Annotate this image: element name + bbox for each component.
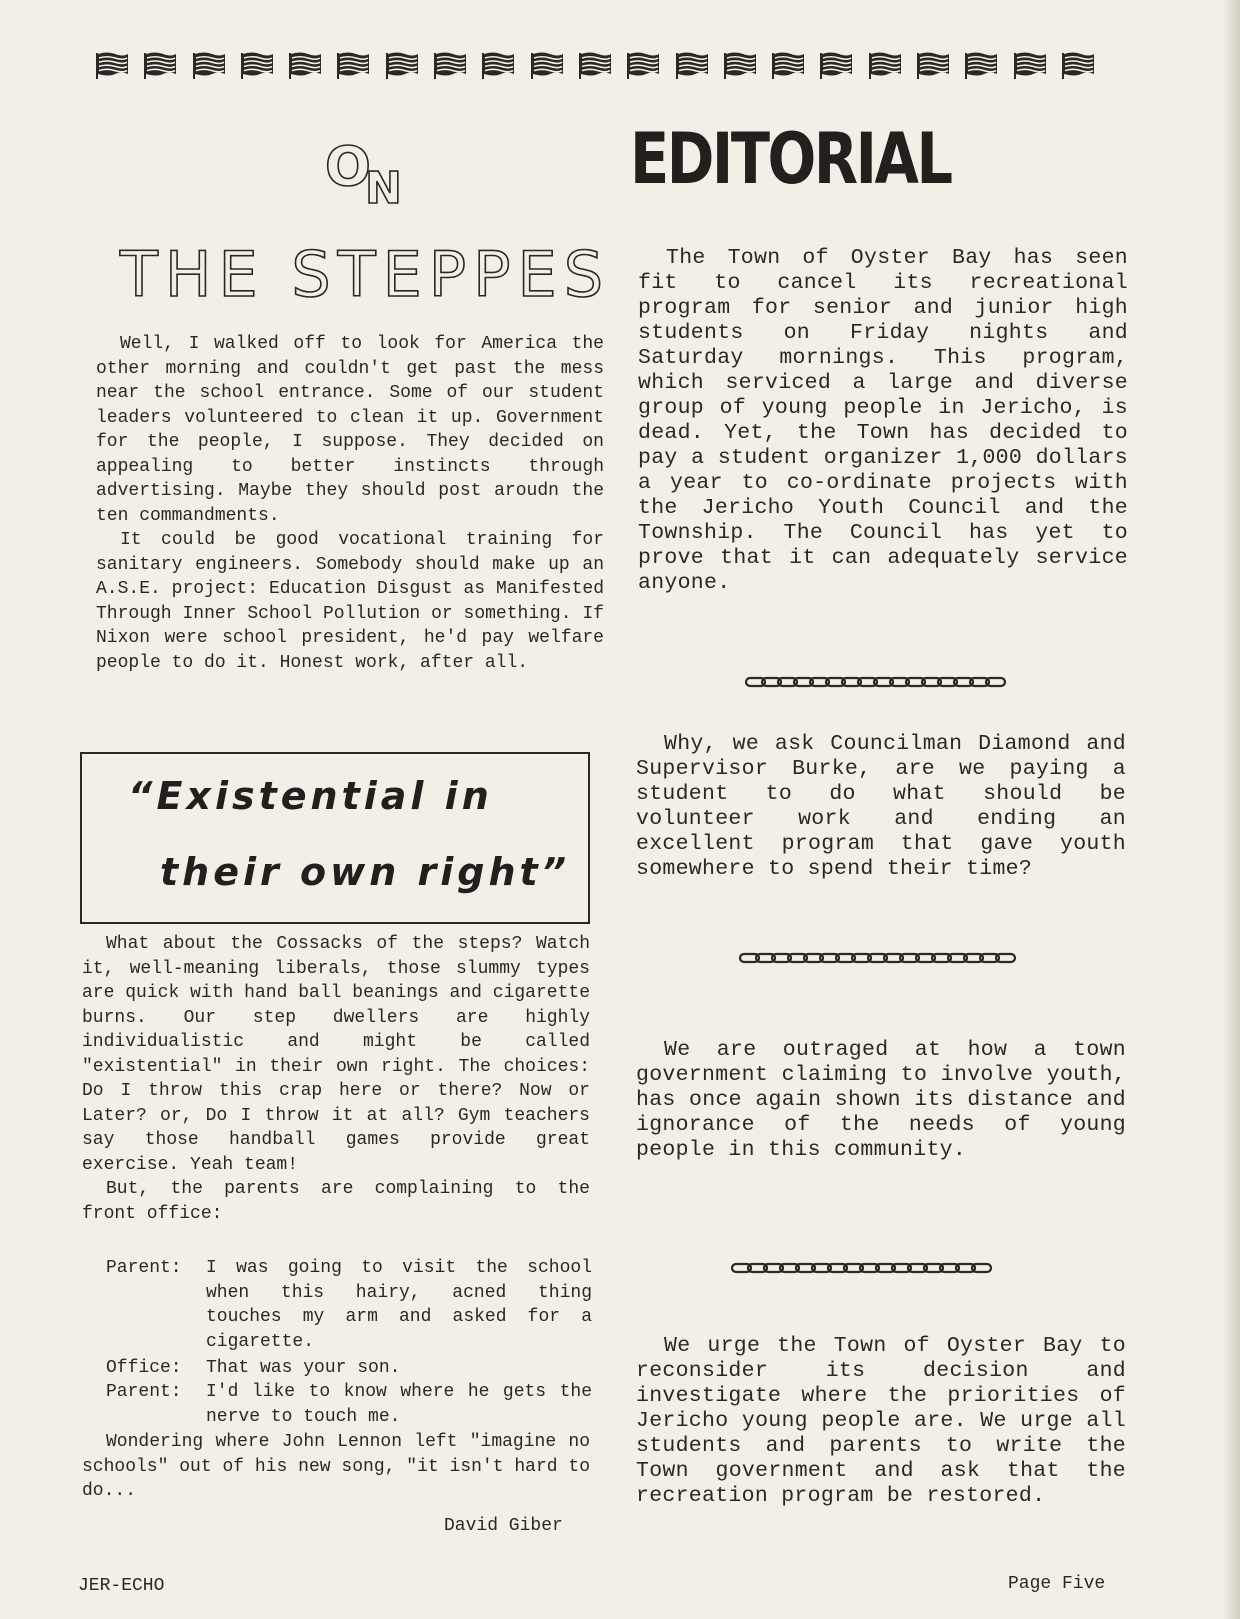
editorial-paragraph [638, 246, 1128, 596]
paragraph: The Town of Oyster Bay has seen fit to cancel its recreational program for senior and junior high students on Friday nights and Saturday mornings. This program, which serviced a large and diverse group of young people in Jericho, is dead. Yet, the Town has decided to pay a student organizer 1,000 dollars a year to co-ordinate projects with the Jericho Youth Council and the Township. The Council has yet to prove that it can adequately service anyone. [638, 246, 1128, 595]
flag-icon [385, 50, 419, 80]
chain-divider-icon [738, 952, 1022, 964]
pull-quote-line: “Existential in [128, 774, 493, 818]
footer-page-number: Page Five [1008, 1574, 1106, 1594]
on-title [325, 135, 425, 225]
paragraph: What about the Cossacks of the steps? Watch it, well-meaning liberals, those slummy types are quick with hand ball beanings and cigarette burns. Our step dwellers are highly individualistic and might be called "existential" in their own right. The choices: Do I throw this crap here or there? Now or Later? or, Do I throw it at all? Gym teachers say those handball games provide great exercise. Yeah team! [82, 934, 590, 1175]
footer-publication: JER-ECHO [78, 1576, 165, 1596]
flag-icon [433, 50, 467, 80]
flag-icon [771, 50, 805, 80]
author-signature: David Giber [444, 1516, 563, 1536]
on-title-n: N [365, 163, 402, 214]
steppes-intro [96, 332, 604, 675]
steppes-body [82, 932, 590, 1226]
flag-banner [95, 50, 1095, 92]
flag-icon [819, 50, 853, 80]
flag-icon [1013, 50, 1047, 80]
flag-icon [868, 50, 902, 80]
flag-icon [578, 50, 612, 80]
pull-quote-box [80, 752, 590, 924]
flag-icon [723, 50, 757, 80]
on-title-o: O [325, 135, 371, 198]
flag-icon [626, 50, 660, 80]
flag-icon [240, 50, 274, 80]
chain-divider-icon [730, 1262, 1002, 1274]
flag-icon [143, 50, 177, 80]
flag-icon [1061, 50, 1095, 80]
paragraph: We urge the Town of Oyster Bay to reconsider its decision and investigate where the priorities of Jericho young people are. We urge all students and parents to write the Town government and ask that the recreation program be restored. [636, 1334, 1126, 1508]
flag-icon [336, 50, 370, 80]
paragraph: It could be good vocational training for sanitary engineers. Somebody should make up an A.S.E. project: Education Disgust as Manifested Through Inner School Pollution or something. If Nixon were school president, he'd pay welfare people to do it. Honest work, after all. [96, 530, 604, 673]
flag-icon [675, 50, 709, 80]
flag-icon [530, 50, 564, 80]
steppes-closing [82, 1430, 590, 1504]
page-edge-shadow [1222, 0, 1240, 1619]
steppes-title: THE STEPPES [120, 238, 611, 311]
flag-icon [916, 50, 950, 80]
dialog-text: I was going to visit the school when this hairy, acned thing touches my arm and asked for a cigarette. [206, 1258, 592, 1352]
paragraph: Well, I walked off to look for America the other morning and couldn't get past the mess near the school entrance. Some of our student leaders volunteered to clean it up. Government for the people, I suppose. They decided on appealing to better instincts through advertising. Maybe they should post aroudn the ten commandments. [96, 334, 604, 526]
flag-icon [192, 50, 226, 80]
flag-icon [481, 50, 515, 80]
paragraph: But, the parents are complaining to the front office: [82, 1179, 590, 1224]
chain-divider-icon [744, 676, 1012, 688]
editorial-paragraph [636, 1334, 1126, 1509]
flag-icon [288, 50, 322, 80]
paragraph: We are outraged at how a town government claiming to involve youth, has once again shown its distance and ignorance of the needs of young people in this community. [636, 1038, 1126, 1162]
dialog-speaker: Office: [106, 1358, 182, 1378]
dialog-speaker: Parent: [106, 1258, 182, 1278]
dialog-text: That was your son. [206, 1358, 401, 1378]
flag-icon [95, 50, 129, 80]
dialog-text: I'd like to know where he gets the nerve to touch me. [206, 1382, 592, 1427]
paragraph: Why, we ask Councilman Diamond and Supervisor Burke, are we paying a student to do what should be volunteer work and ending an excellent program that gave youth somewhere to spend their time? [636, 732, 1126, 881]
editorial-paragraph [636, 732, 1126, 882]
flag-icon [964, 50, 998, 80]
editorial-paragraph [636, 1038, 1126, 1163]
dialog-speaker: Parent: [106, 1382, 182, 1402]
pull-quote-line: their own right” [160, 850, 571, 894]
editorial-title: EDITORIAL [630, 118, 951, 200]
paragraph: Wondering where John Lennon left "imagine no schools" out of his new song, "it isn't hard to do... [82, 1432, 590, 1501]
